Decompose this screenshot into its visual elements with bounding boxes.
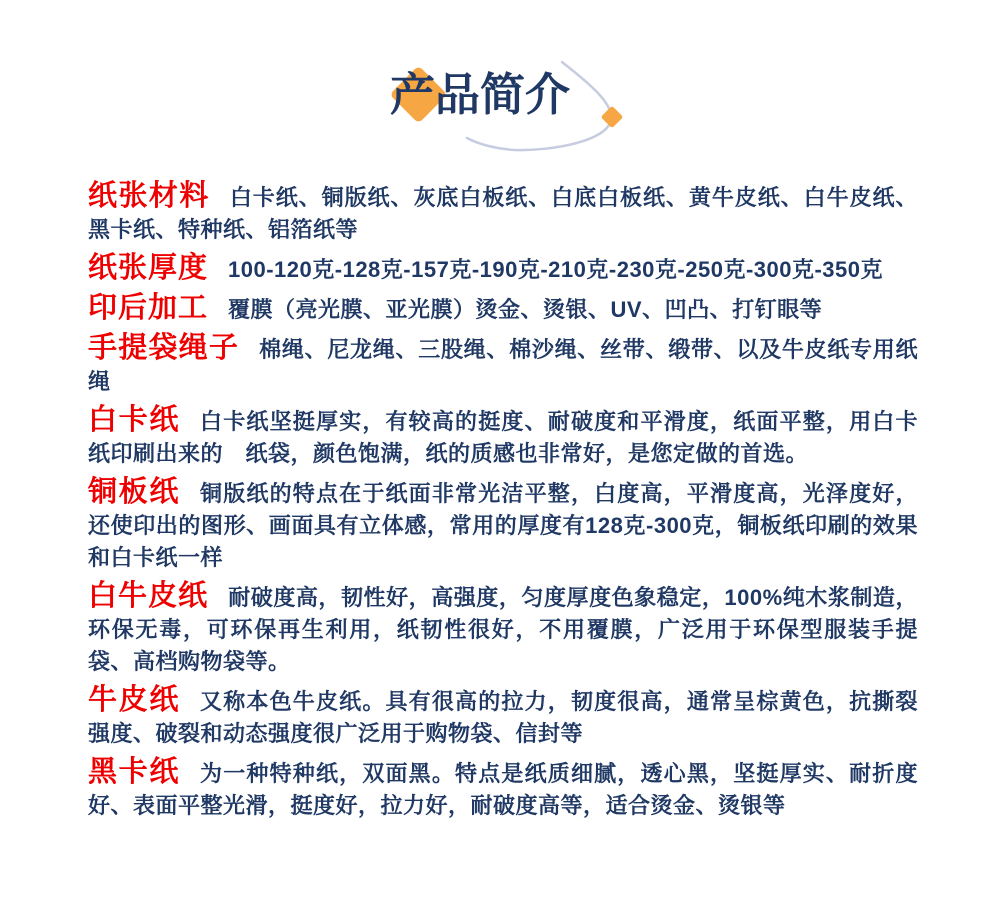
section-heading: 白牛皮纸 xyxy=(88,580,209,612)
section-black-cardboard xyxy=(88,756,918,822)
section-paper-material xyxy=(88,180,918,246)
section-heading: 白卡纸 xyxy=(88,404,181,436)
section-bag-rope xyxy=(88,332,918,398)
page-title: 产品简介 xyxy=(390,69,571,120)
section-heading: 纸张材料 xyxy=(88,180,210,212)
section-body: 又称本色牛皮纸。具有很高的拉力，韧度很高，通常呈棕黄色，抗撕裂强度、破裂和动态强度很广泛用于购物袋、信封等 xyxy=(88,689,918,746)
section-body: 为一种特种纸，双面黑。特点是纸质细腻，透心黑，坚挺厚实、耐折度好、表面平整光滑，挺度好，拉力好，耐破度高等，适合烫金、烫银等 xyxy=(88,761,918,818)
section-body: 100-120克-128克-157克-190克-210克-230克-250克-300克-350克 xyxy=(228,257,884,282)
section-body: 棉绳、尼龙绳、三股绳、棉沙绳、丝带、缎带、以及牛皮纸专用纸绳 xyxy=(88,337,918,394)
section-body: 白卡纸、铜版纸、灰底白板纸、白底白板纸、黄牛皮纸、白牛皮纸、黑卡纸、特种纸、铝箔纸等 xyxy=(88,185,918,242)
product-intro-content xyxy=(0,180,1000,822)
section-body: 覆膜（亮光膜、亚光膜）烫金、烫银、UV、凹凸、打钉眼等 xyxy=(228,297,823,322)
section-white-cardboard xyxy=(88,404,918,470)
section-heading: 牛皮纸 xyxy=(88,684,181,716)
section-heading: 铜板纸 xyxy=(88,476,181,508)
section-coated-paper xyxy=(88,476,918,574)
section-paper-thickness xyxy=(88,252,918,286)
section-kraft-paper xyxy=(88,684,918,750)
section-post-print-finishing xyxy=(88,292,918,326)
section-heading: 纸张厚度 xyxy=(88,252,209,284)
small-diamond-icon xyxy=(601,106,624,129)
section-heading: 黑卡纸 xyxy=(88,756,181,788)
section-white-kraft-paper xyxy=(88,580,918,678)
section-heading: 手提袋绳子 xyxy=(88,332,240,364)
section-body: 耐破度高，韧性好，高强度，匀度厚度色象稳定，100%纯木浆制造，环保无毒，可环保再生利用，纸韧性很好，不用覆膜，广泛用于环保型服装手提袋、高档购物袋等。 xyxy=(88,585,918,674)
section-body: 铜版纸的特点在于纸面非常光洁平整，白度高，平滑度高，光泽度好，还使印出的图形、画面具有立体感，常用的厚度有128克-300克，铜板纸印刷的效果和白卡纸一样 xyxy=(88,481,918,570)
section-heading: 印后加工 xyxy=(88,292,209,324)
title-area xyxy=(0,0,1000,180)
section-body: 白卡纸坚挺厚实，有较高的挺度、耐破度和平滑度，纸面平整，用白卡纸印刷出来的 纸袋，颜色饱满，纸的质感也非常好，是您定做的首选。 xyxy=(88,409,918,466)
